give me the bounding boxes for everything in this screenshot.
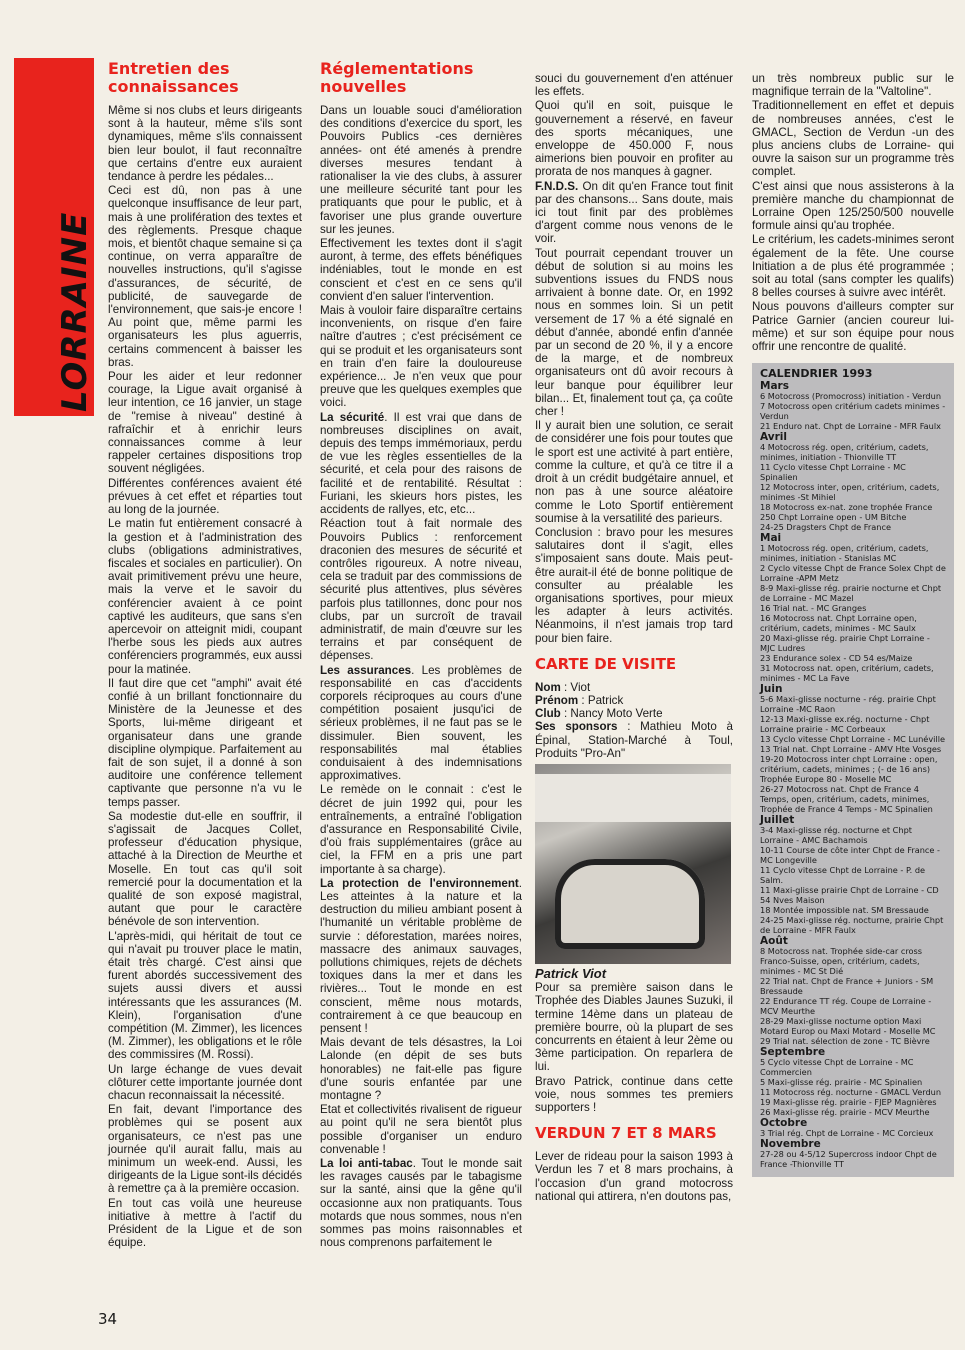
- article-verdun-continuation: [752, 72, 954, 1177]
- calendar-event: 1 Motocross rég. open, critérium, cadets, minimes, initiation - Stanislas MC: [760, 543, 929, 564]
- article-continuation: [535, 72, 733, 1204]
- calendar-box: [752, 363, 954, 1177]
- calendar-event: 22 Endurance TT rég. Coupe de Lorraine - MCV Meurthe: [760, 996, 932, 1017]
- calendar-month: Août: [760, 935, 788, 948]
- paragraph: Il faut dire que cet "amphi" avait été confié à un brillant fonctionnaire du Ministère de la Jeunesse et des Sports, lui-même dirigeant et organisateur dans une grande discipline olympique. Parfaitement au fait de son sujet, il a donné à son auditoire une conférence tellement captivante que personne n'a vu le temps passer.: [108, 676, 302, 809]
- calendar-event: 28-29 Maxi-glisse nocturne option Maxi Motard Europ ou Maxi Motard - Moselle MC: [760, 1016, 936, 1037]
- calendar-month: Juin: [760, 683, 783, 696]
- calendar-event: 11 Cyclo vitesse Chpt de Lorraine - P. de Salm.: [760, 865, 926, 886]
- paragraph: En fait, devant l'importance des problèmes qui se posent aux organisateurs, ce n'est pas une journée qu'il aurait fallu, mais au minimum un week-end. Aussi, les dirigeants de la Ligue sont-ils décidés à remettre ça à la première occasion.: [108, 1103, 302, 1196]
- calendar-event: 3 Trial rég. Chpt de Lorraine - MC Corcieux: [760, 1128, 934, 1139]
- calendar-month: Mars: [760, 380, 789, 393]
- paragraph: Tout pourrait cependant trouver un début de solution si au moins les subventions issues du FNDS nous arrivaient à bonne date. Or, en 1992 nous en sommes loin. Si un petit versement de 17 % a été signalé en début d'année, abondé enfin d'année par un second de 20 %, il y a encore de la marge, et de nombreux organisateurs ont dû avoir recours à leur banque pour équilibrer leur bilan... Et, finalement tout ça, ça coûte cher !: [535, 246, 733, 419]
- paragraph: C'est ainsi que nous assisterons à la première manche du championnat de Lorraine Open 125/250/500 nouvelle formule ainsi qu'au trophée.: [752, 179, 954, 233]
- vcard-label: Nom: [535, 680, 561, 694]
- calendar-event: 5-6 Maxi-glisse nocturne - rég. prairie Chpt Lorraine -MC Raon: [760, 694, 936, 715]
- calendar-event: 10-11 Course de côte inter Chpt de France - MC Longeville: [760, 845, 940, 866]
- vcard-label: Prénom: [535, 693, 579, 707]
- paragraph: Il y aurait bien une solution, ce serait de considérer une fois pour toutes que le sport est une activité à part entière, comme la culture, et qu'à ce titre il a droit à un crédit budgétaire annuel, et non pas à une source aléatoire comme le Loto Sportif entièrement soumise à la versatilité des parieurs.: [535, 419, 733, 525]
- calendar-event: 18 Motocross ex-nat. zone trophée France 250 Chpt Lorraine open - UM Bitche: [760, 502, 933, 523]
- calendar-month: Avril: [760, 431, 787, 444]
- paragraph: Différentes conférences avaient été prévues à cet effet et réparties tout au long de la journée.: [108, 476, 302, 517]
- paragraph: [320, 664, 522, 783]
- paragraph: Réaction tout à fait normale des Pouvoirs Publics : renforcement draconien des mesures de sécurité et contrôles rigoureux. A notre niveau, cela se traduit par des commissions de sécurité plus attentives, plus sévères parfois plus tatillonnes, donc pour nos clubs, par un surcroît de travail administratif, de main d'œuvre sur les terrains et par conséquent de dépenses.: [320, 517, 522, 663]
- calendar-event: 12-13 Maxi-glisse ex.rég. nocturne - Chpt Lorraine prairie - MC Corbeaux: [760, 714, 930, 735]
- calendar-event: 20 Maxi-glisse rég. prairie Chpt Lorraine - MJC Ludres: [760, 633, 930, 654]
- visit-card: [535, 681, 733, 760]
- calendar-event: 19-20 Motocross inter chpt Lorraine : open, critérium, cadets, minimes ; (- de 16 ans) Trophée Europe 80 - Moselle MC: [760, 754, 938, 785]
- calendar-event: 18 Montée impossible nat. SM Bressaude: [760, 905, 929, 916]
- paragraph: En tout cas voilà une heureuse initiative à mettre à l'actif du Président de la Ligue et de son équipe.: [108, 1196, 302, 1250]
- calendar-event: 2 Cyclo vitesse Chpt de France Solex Chpt de Lorraine -APM Metz: [760, 563, 946, 584]
- paragraph: [320, 411, 522, 517]
- subheading: La sécurité: [320, 410, 385, 424]
- paragraph: un très nombreux public sur le magnifique terrain de la "Valtoline".: [752, 72, 954, 99]
- vcard-row: [535, 681, 733, 694]
- paragraph: Mais devant de tels désastres, la Loi Lalonde (en dépit de ses buts honorables) ne fait-elle pas figure d'une souris enfantée par une montagne ?: [320, 1036, 522, 1103]
- subheading: La loi anti-tabac: [320, 1157, 413, 1171]
- calendar-event: 13 Trial nat. Chpt Lorraine - AMV Hte Vosges: [760, 744, 942, 755]
- paragraph: Le critérium, les cadets-minimes seront également de la fête. Une course Initiation a de plus été programmée ; soit au total (sans compter les qualifs) 8 belles courses à suivre avec intérêt.: [752, 233, 954, 300]
- calendar-event: 31 Motocross nat. open, critérium, cadets, minimes - MC La Fave: [760, 663, 934, 684]
- vcard-value: : Nancy Moto Verte: [560, 707, 663, 721]
- verdun-title: VERDUN 7 ET 8 MARS: [535, 1124, 717, 1143]
- page-number: 34: [98, 1310, 118, 1328]
- paragraph: Mais à vouloir faire disparaître certains inconvenients, on risque d'en faire naître d'autres ; c'est précisément ce qui se produit et les organisateurs sont en train d'en faire la douloureuse expérience... Je n'en veux que pour preuve que les quelques exemples que voici.: [320, 304, 522, 410]
- paragraph: Effectivement les textes dont il s'agit auront, à terme, des effets bénéfiques indéniables, tout le monde en est conscient et c'est en ce sens qu'il convient d'en saluer l'intervention.: [320, 237, 522, 303]
- article-reglementations: [320, 58, 522, 1250]
- calendar-event: 26 Maxi-glisse rég. prairie - MCV Meurthe: [760, 1107, 930, 1118]
- paragraph: [320, 877, 522, 1035]
- paragraph: Etat et collectivités rivalisent de rigueur au point qu'il ne sera bientôt plus possible d'organiser un enduro convenable !: [320, 1103, 522, 1156]
- calendar-month: Octobre: [760, 1117, 808, 1130]
- calendar-event: 3-4 Maxi-glisse rég. nocturne et Chpt Lorraine - AMC Bachamois: [760, 825, 912, 846]
- paragraph: Quoi qu'il en soit, puisque le gouvernement a réservé, en faveur des sports mécaniques, une enveloppe de 450.000 F, nous aimerions bien pouvoir en profiter au prorata de nos manques à gagner.: [535, 99, 733, 179]
- calendar-event: 7 Motocross open critérium cadets minimes - Verdun: [760, 401, 946, 422]
- calendar-event: 26-27 Motocross nat. Chpt de France 4 Temps, open, critérium, cadets, minimes, Trophée de France 4 Temps - MC Spinalien: [760, 784, 933, 815]
- article-title: Réglementations nouvelles: [320, 59, 474, 96]
- paragraph: Le matin fut entièrement consacré à la gestion et à l'administration des clubs (obligations administratives, fiscales et sociales en particulier). On avait primitivement prévu une heure, mais la verve et le savoir du conférencier avaient à ce point captivé les auditeurs, que sans s'en apercevoir on atteignit midi, coupant l'herbe sous les pieds aux autres conférenciers programmés, eux aussi pour la matinée.: [108, 517, 302, 676]
- photo-caption: Patrick Viot: [535, 965, 607, 981]
- calendar-event: 5 Maxi-glisse rég. prairie - MC Spinalien: [760, 1077, 923, 1088]
- paragraph: Nous pouvons d'ailleurs compter sur Patrice Garnier (ancien coureur lui-même) et sur son équipe pour nous offrir une rencontre de qualité.: [752, 300, 954, 354]
- calendar-event: 8 Motocross nat. Trophée side-car cross Franco-Suisse, open, critérium, cadets, minimes - MC St Dié: [760, 946, 923, 977]
- vcard-value: : Viot: [560, 680, 591, 694]
- calendar-body: [760, 381, 946, 1169]
- subheading: La protection de l'environnement: [320, 876, 519, 890]
- paragraph: Pour les aider et leur redonner courage, la Ligue avait organisé à leur intention, ce 16 janvier, un stage de "remise à niveau" destiné à rafraîchir et à enrichir leurs connaissances comme à leur rappeler certaines dispositions trop souvent négligées.: [108, 370, 302, 476]
- paragraph-text: On dit qu'en France tout finit par des chansons... Sans doute, mais ici tout finit par des problèmes d'argent comme nous venons de le voir.: [535, 179, 733, 246]
- vcard-row: [535, 720, 733, 760]
- calendar-event: 5 Cyclo vitesse Chpt de Lorraine - MC Commercien: [760, 1057, 914, 1078]
- calendar-month: Novembre: [760, 1138, 821, 1151]
- calendar-event: 11 Maxi-glisse prairie Chpt de Lorraine - CD 54 Nves Maison: [760, 885, 939, 906]
- paragraph-text: . Les atteintes à la nature et la destruction du milieu ambiant posent à l'humanité un véritable problème de survie : déforestation, marées noires, massacre des animaux sauvages, pollutions chimiques, rejets de déchets toxiques dans la mer et dans les rivières... Tout le monde en est conscient, même nous motards, contrairement à ce que beaucoup en pensent !: [320, 876, 522, 1036]
- motorbike-image: [555, 859, 705, 949]
- paragraph: [320, 1157, 522, 1249]
- vcard-label: Ses sponsors: [535, 720, 618, 734]
- subheading: Les assurances: [320, 663, 412, 677]
- calendar-event: 21 Enduro nat. Chpt de Lorraine - MFR Faulx: [760, 421, 941, 432]
- calendar-event: 27-28 ou 4-5/12 Supercross indoor Chpt de France -Thionville TT: [760, 1149, 937, 1170]
- paragraph: Traditionnellement en effet et depuis de nombreuses années, c'est le GMACL, Section de Verdun -un des plus anciens clubs de Lorraine- qui ouvre la saison sur un programme très complet.: [752, 99, 954, 179]
- paragraph-text: . Il est vrai que dans de nombreuses disciplines on avait, depuis des temps immémoriaux, perdu de vue les règles essentielles de la sécurité, et cela pour des raisons de facilité et de rentabilité. Résultat : Furiani, les skieurs hors pistes, les accidents de rallyes, etc, etc...: [320, 410, 523, 517]
- calendar-event: 24-25 Maxi-glisse rég. nocturne, prairie Chpt de Lorraine - MFR Faulx: [760, 915, 944, 936]
- section-label: LORRAINE: [55, 211, 95, 412]
- paragraph: Bravo Patrick, continue dans cette voie, nous sommes tes premiers supporters !: [535, 1074, 733, 1114]
- paragraph: Lever de rideau pour la saison 1993 à Verdun les 7 et 8 mars prochains, à l'occasion d'un grand motocross national qui attirera, n'en doutons pas,: [535, 1150, 733, 1203]
- calendar-month: Juillet: [760, 814, 795, 827]
- calendar-title: CALENDRIER 1993: [760, 367, 873, 381]
- paragraph: Un large échange de vues devait clôturer cette importante journée dont chacun reconnaissait la nécessité.: [108, 1062, 302, 1103]
- paragraph-text: . Les problèmes de responsabilité en cas d'accidents corporels réciproques au cours d'une compétition posaient jusqu'ici de sérieux problèmes, il ne faut pas se le dissimuler. Bien souvent, les responsabilités mal établies conduisaient à des indemnisations approximatives.: [320, 663, 522, 783]
- paragraph: souci du gouvernement d'en atténuer les effets.: [535, 72, 733, 99]
- calendar-event: 6 Motocross (Promocross) initiation - Verdun: [760, 391, 942, 402]
- paragraph: [535, 180, 733, 246]
- vcard-value: : Patrick: [578, 693, 624, 707]
- calendar-event: 23 Endurance solex - CD 54 es/Maize: [760, 653, 913, 664]
- calendar-event: 19 Maxi-glisse rég. prairie - FJEP Magnières: [760, 1097, 937, 1108]
- calendar-event: 11 Motocross rég. nocturne - GMACL Verdun: [760, 1087, 942, 1098]
- vcard-label: Club: [535, 707, 561, 721]
- rider-photo: [535, 764, 731, 964]
- article-entretien: [108, 58, 302, 1250]
- calendar-event: 29 Trial nat. sélection de zone - TC Bièvre: [760, 1036, 930, 1047]
- article-body: [108, 104, 302, 1249]
- calendar-event: 24-25 Dragsters Chpt de France: [760, 522, 892, 533]
- calendar-event: 8-9 Maxi-glisse rég. prairie nocturne et Chpt de Lorraine - MC Mazel: [760, 583, 942, 604]
- calendar-event: 16 Trial nat. - MC Granges: [760, 603, 867, 614]
- paragraph: Même si nos clubs et leurs dirigeants sont à la hauteur, même s'ils sont dynamiques, même s'ils connaissent bien leur boulot, il faut reconnaître que certains d'entre eux auraient tendance à perdre les pédales...: [108, 104, 302, 184]
- vcard-row: [535, 694, 733, 707]
- calendar-event: 12 Motocross inter, open, critérium, cadets, minimes -St Mihiel: [760, 482, 940, 503]
- vcard-value: : Mathieu Moto à Épinal, Station-Marché à Toul, Produits "Pro-An": [535, 720, 733, 760]
- calendar-month: Mai: [760, 532, 782, 545]
- article-title: Entretien des connaissances: [108, 59, 239, 96]
- paragraph: Pour sa première saison dans le Trophée des Diables Jaunes Suzuki, il termine 14ème dans un plateau de première bourre, où la plupart de ses concurrents en étaient à leur 2ème ou 3ème participation. On reparlera de lui.: [535, 981, 733, 1074]
- calendar-event: 13 Cyclo vitesse Chpt Lorraine - MC Lunéville: [760, 734, 946, 745]
- calendar-event: 11 Cyclo vitesse Chpt Lorraine - MC Spinalien: [760, 462, 906, 483]
- paragraph: Le remède on le connait : c'est le décret de juin 1992 qui, pour les entraînements, a entraîné l'obligation d'assurance en Responsabilité Civile, d'où frais supplémentaires (grâce au ciel, la FFM en a pris une part importante à sa charge).: [320, 783, 522, 876]
- paragraph: Sa modestie dut-elle en souffrir, il s'agissait de Jacques Collet, professeur d'éducation physique, attaché à la Direction de Meurthe et Moselle. En tout cas qu'il soit remercié pour la documentation et la qualité de son exposé magistral, autant que pour le caractère bénévole de son intervention.: [108, 809, 302, 929]
- paragraph: L'après-midi, qui héritait de tout ce qui n'avait pu trouver place le matin, était très chargé. C'est ainsi que furent abordés successivement des sujets aussi divers et aussi intéressants que les assurances (M. Klein), l'organisation d'une compétition (M. Zimmer), les licences (M. Zimmer), les obligations et le rôle des commissires (M. Rossi).: [108, 929, 302, 1062]
- paragraph: Ceci est dû, non pas à une quelconque insuffisance de leur part, mais à une prolifération des textes et des règlements. Presque chaque mois, et bientôt chaque semaine si ça continue, on verra apparaître de nouvelles instructions, qu'il s'agisse d'assurances, de sécurité, de publicité, de sauvegarde de l'environnement, que sais-je encore ! Au point que, même parmi les organisateurs les plus aguerris, certains commencent à baisser les bras.: [108, 184, 302, 369]
- calendar-month: Septembre: [760, 1046, 826, 1059]
- vcard-row: [535, 707, 733, 720]
- paragraph: Dans un louable souci d'amélioration des conditions d'exercice du sport, les Pouvoirs Publics -ces dernières années- ont été amenés à prendre diverses mesures tendant à rationaliser la vie des clubs, à assurer une meilleure sécurité tant pour les pratiquants que pour le public, et à favoriser une plus grande ouverture sur les jeunes.: [320, 104, 522, 236]
- photo-banner: [535, 774, 731, 822]
- calendar-event: 22 Trial nat. Chpt de France + Juniors - SM Bressaude: [760, 976, 934, 997]
- paragraph-text: . Tout le monde sait les ravages causés par le tabagisme sur la santé, ainsi que la gêne qu'il occasionne aux non pratiquants. Tous motards que nous sommes, nous n'en sommes pas moins raisonnables et nous comprenons parfaitement le: [320, 1157, 522, 1250]
- calendar-event: 16 Motocross nat. Chpt Lorraine open, critérium, cadets, minimes - MC Saulx: [760, 613, 917, 634]
- vcard-title: CARTE DE VISITE: [535, 654, 677, 673]
- calendar-event: 4 Motocross rég. open, critérium, cadets, minimes, initiation - Thionville TT: [760, 442, 929, 463]
- paragraph: Conclusion : bravo pour les mesures salutaires dont il s'agit, elles s'imposaient sans doute. Mais peut-être aurait-il été de bonne politique de consulter au préalable les organisations sportives, pour mieux les adapter à leurs activités. Néanmoins, il n'est jamais trop tard pour bien faire.: [535, 525, 733, 645]
- subheading: F.N.D.S.: [535, 179, 579, 193]
